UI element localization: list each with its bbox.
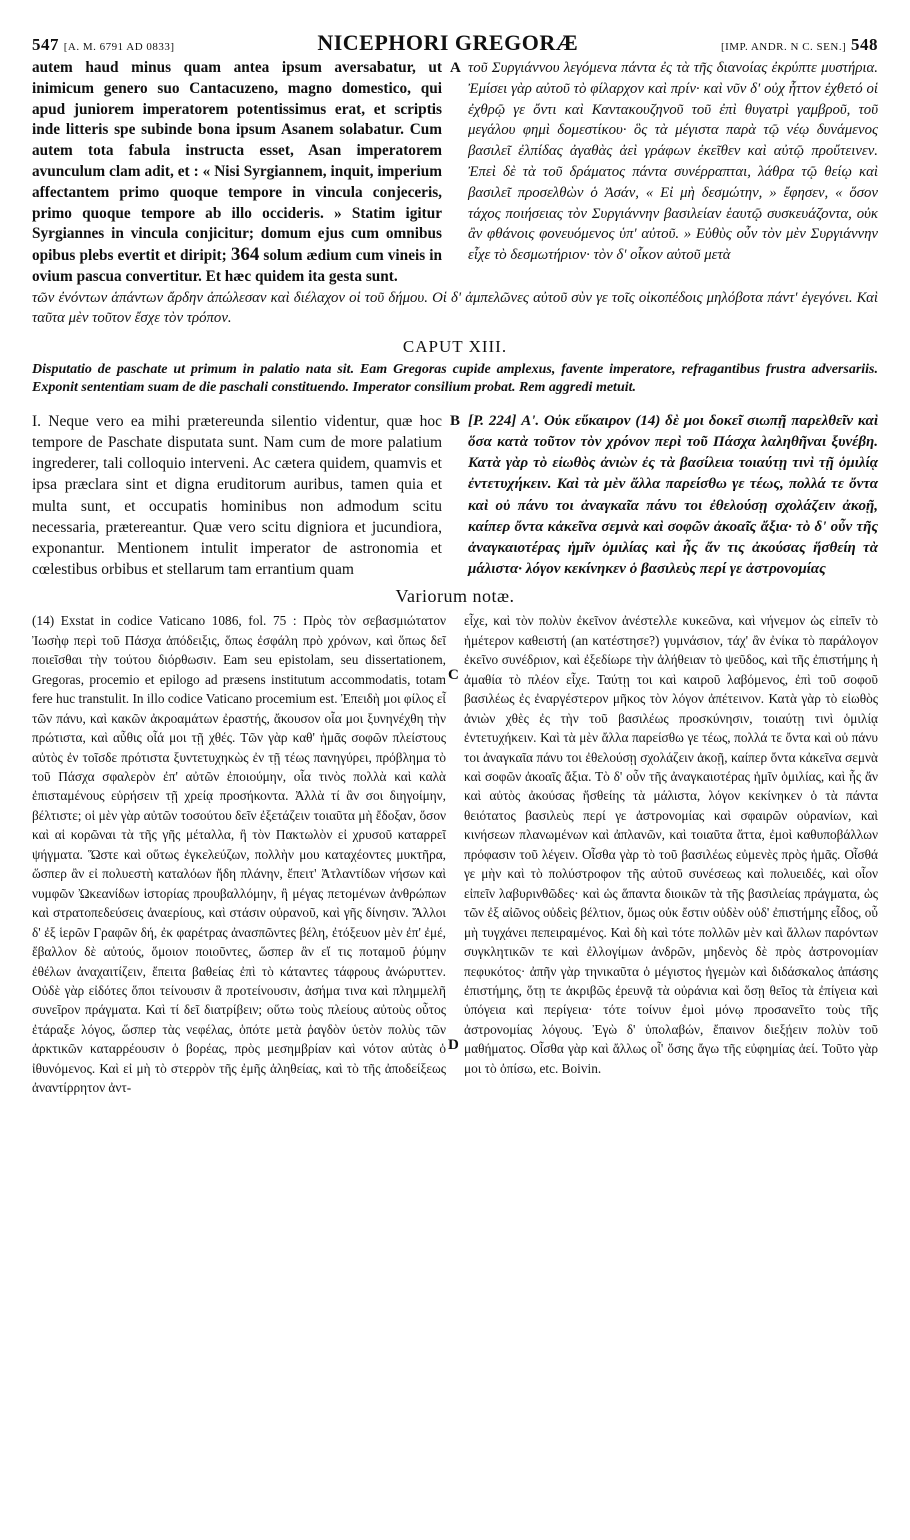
notes-column-right (464, 611, 878, 1097)
greek-text-middle: [P. 224] Α'. Οὐκ εὔκαιρον (14) δὲ μοι δοκεῖ σιωπῇ παρελθεῖν καὶ ὅσα κατὰ τοῦτον τὸν χρόνον περὶ τοῦ Πάσχα λαληθῆναι ξυνέβη. Κατὰ γὰρ τὸ εἰωθὸς ἀνιὼν ἐς τὰ βασίλεια τοιαύτῃ τινὶ τῇ ὁμιλίᾳ ἐντετυχήκειν. Καὶ τὰ μὲν ἄλλα παρείσθω γε τέως, πολλά τε ὄντα καὶ οὐ πάνυ τοι ἀναγκαῖα πάνυ τοι ἐθελούσῃ σχολάζειν ἀκοῇ, καίπερ ὄντα κἀκεῖνα σεμνὰ καὶ σοφῶν ἀκοαῖς ἄξια· τὸ δ' οὖν τῆς ἀναγκαιοτέρας ἡμῖν ὁμιλίας καὶ ἧς ἄν τις ἀκούσας ἥσθείη τὰ μάλιστα· λόγον κεκίνηκεν ὁ βασιλεὺς περί γε ἀστρονομίας (468, 412, 878, 578)
greek-text-full-width: τῶν ἐνόντων ἁπάντων ἄρδην ἀπώλεσαν καὶ διέλαχον οἱ τοῦ δήμου. Οἱ δ' ἀμπελῶνες αὐτοῦ σὺν γε τοῖς οἰκοπέδοις μηλόβοτα πάντ' ἐγεγόνει. Καὶ ταῦτα μὲν τοῦτον ἔσχε τὸν τρόπον. (32, 289, 878, 327)
middle-columns (32, 411, 878, 581)
greek-text-top: τοῦ Συργιάννου λεγόμενα πάντα ἐς τὰ τῆς διανοίας ἐκρύπτε μυστήρια. Ἐμίσει γὰρ αὐτοῦ τὸ φίλαρχον καὶ πρίν· καὶ νῦν δ' οὐχ ἧττον ἐχθετό οἱ ἐχθρῷ γε ὄντι καὶ Καντακουζηνοῦ τοῦ ἐπὶ θυγατρὶ γαμβροῦ, τοῦ μεγάλου φημὶ δομεστίκου· ὃς τὰ μέγιστα παρὰ τῷ νέῳ δυνάμενος βασιλεῖ ἐλπίδας ἀγαθὰς ἀεὶ γράφων ἐκεῖθεν καὶ αὐτῷ προὔτεινεν. Ἐπεὶ δὲ τὰ τοῦ δράματος πάντα συνέρραπται, λάθρα τῷ θείῳ καὶ βασιλεῖ προσελθὼν ὁ Ἀσάν, « Εἰ μὴ δεσμώτην, » ἔφησεν, « ὅσον τάχος ποιήσειας τὸν Συργιάννην βασιλείαν ἑαυτῷ συσκευάζοντα, οὐκ ἂν φθάνοις φονευόμενος ὑπ' αὐτοῦ. » Εὐθὺς οὖν τὸν μὲν Συργιάννην εἶχε τὸ δεσμωτήριον· τὸν δ' οἶκον αὐτοῦ μετὰ (468, 60, 878, 264)
latin-text-middle: I. Neque vero ea mihi prætereunda silentio videntur, quæ hoc tempore de Paschate disputata sunt. Nam cum de more palatium ingrederer, tali colloquio interveni. Ac cætera quidem, quamvis et ipsa præclara sint et digna eruditorum auribus, tamen quia et multa sunt, et occupatis hominibus non admodum scitu necessaria, prætereantur. Quæ vero scitu digniora et jucundiora, exponantur. Mentionem intulit imperator de astronomia et cœlestibus orbibus et stellarum tam errantium quam (32, 412, 442, 579)
margin-letter-c: C (448, 667, 459, 684)
greek-column-top (468, 58, 878, 288)
notes-text-left: (14) Exstat in codice Vaticano 1086, fol. 75 : Πρὸς τὸν σεβασμιώτατον Ἰωσὴφ περὶ τοῦ Πάσχα ἀπόδειξις, ὅπως ἐσφάλη πρὸ χρόνων, καὶ ὅπως δεῖ ποιεῖσθαι τὴν τούτου διόρθωσιν. Eam seu epistolam, seu dissertationem, Gregoras, procemio et epilogo ad præsens institutum accommodatis, totam fere huc transtulit. In illo codice Vaticano procemium est. Ἐπειδὴ μοι φίλος εἶ τῶν πάνυ, καὶ κακῶν ἀκροαμάτων ἐραστής, ἄκουσον οἷα μοι ξυνηνέχθη τὴν πρώτιστα, καὶ αὖθις οἷά μοι τῇ χθές. Τῶν γὰρ καθ' ἡμᾶς σοφῶν πλείστους αὐτὸς ἐν τοῖσδε πρότιστα ξυντετυχηκὼς ἐν τῇ τέως πανηγύρει, πρόβλημα τὸ τοῦ Πάσχα σφαλερὸν ἐπ' αὐτῶν ἐποιούμην, οἷα τινὸς πολλὰ καὶ καλὰ ἐπισταμένους εὑρήσειν τῇ χρείᾳ προσήκοντα. Ἀλλὰ τί ἂν σοι διηγοίμην, βέλτιστε; οἱ μὲν γὰρ αὐτῶν τοσούτου δεῖν ἐξετάζειν τοιαῦτα μὴ ἔδοξαν, ὅσον καὶ αἱ κορῶναι τὰ τῆς γῆς μέταλλα, ἢ τὸν Πακτωλὸν εἰ χρυσοῦ καταρρεῖ ψήγματα. Ὥστε καὶ οὕτως ἐγκελεύζων, πολλὴν μου καταχέοντες μυκτῆρα, ὥσπερ ἂν εἰ πολυεστὴ καταλόων ἤδη πλάνην, ἔπειτ' Ἀτλαντίδων νήσων καὶ νυμφῶν Ὠκεανίδων ἱστορίας προυβαλλόμην, ἢ μέγας πετομένων ἀνθρώπων καὶ στρατοπεδεύσεις ἀναερίους, καὶ στάσιν οὐρανοῦ, καὶ γῆς δίνησιν. Ἄλλοι δ' ἐξ ἱερῶν Γραφῶν δή, ἐκ φαρέτρας ἀνασπῶντες βέλη, ἐτόξευον μὲν ἐπ' ἐμέ, ἔβαλλον δὲ αὐτούς, ὅμοιον ποιοῦντες, ὥσπερ ἂν εἴ τις ποταμοῦ ῥύμην ἐθέλων ἀναχαιτίζειν, ἔπειτα βαθείας ἐπὶ τὸ κάταντες τάφρους ἀνώρυττεν. Οὐδὲ γὰρ εἰδότες ὅποι τείνουσιν ἃ προτείνουσιν, ἀσήμα τινα καὶ πλημμελῆ συνεῖρον πράγματα. Καὶ τί δεῖ διατρίβειν; οὕτω τοὺς πλείους αὐτοὺς οὗτος ἐτάραξε λόγος, ὥσπερ τὰς νεφέλας, ὁπότε μετὰ ῥαγδὸν ὑετὸν πολὺς τῶν ἀρκτικῶν καταρρέουσιν ὁ βορέας, πρὸς μεσημβρίαν καὶ νότον αὐτὰς ὁ ἰθυνόμενος. Καὶ εἰ μὴ τὸ στερρὸν τῆς ἐμῆς ἀληθείας, καὶ τὸ τῆς ἀποδείξεως ἀναντίρρητον ἀντ- (32, 613, 446, 1096)
latin-column-top (32, 58, 442, 288)
notes-column-left (32, 611, 446, 1097)
latin-text-top: autem haud minus quam antea ipsum aversabatur, ut inimicum genero suo Cantacuzeno, magno domestico, qui apud juniorem imperatorem potentissimus erat, et scriptis inde litteris spe subinde bona ipsum Asanem solabatur. Cum autem tota fabula instructa esset, Asan imperatorem avunculum clam adit, et : « Nisi Syrgiannem, inquit, imperium affectantem primo quoque tempore in vincula conjeceris, primo quoque tempore ab illo occideris. » Statim igitur Syrgiannes in vincula conjicitur; domum ejus cum omnibus opibus plebs evertit et diripit; (32, 59, 442, 265)
page-title: NICEPHORI GREGORÆ (317, 30, 579, 55)
running-header (32, 30, 878, 58)
margin-letter-b: B (450, 412, 461, 429)
latin-column-middle (32, 411, 442, 581)
page-right-number: 548 (851, 35, 878, 54)
latin-text-top-end: solum ædium cum vineis in ovium pascua convertitur. Et hæc quidem ita gesta sunt. (32, 247, 443, 285)
top-columns (32, 58, 878, 288)
notes-text-right: εἶχε, καὶ τὸν πολὺν ἐκεῖνον ἀνέστελλε κυκεῶνα, καὶ νήνεμον ὡς εἰπεῖν τὸ ἡμέτερον καθειστή (an κατέστησε?) γυμνάσιον, τάχ' ἂν ἐνίκα τὸ παράλογον ἐκεῖνο συνέδριον, καὶ ἐξεδίωρε τὴν ἀλήθειαν τὸ ψεῦδος, καὶ τῆς ἐπιστήμης ἡ ἀμαθία τὸ πλέον εἶχε. Ταύτῃ τοι καὶ καιροῦ λαβόμενος, ἐπὶ τοῦ σοφοῦ βασιλέως ἐς ἐναργέστερον μῆκος τὸν λόγον ἀπέτεινον. Κατὰ γὰρ τὸ εἰωθὸς ἀνιὼν χθὲς ἐς τὴν τοῦ βασιλέως προσκύνησιν, τοιαύτῃ τινὶ ὁμιλίᾳ ἐντετυχήκειν. Καὶ τὰ μὲν ἄλλα παρείσθω γε τέως, πολλά τε ὄντα καὶ οὐ πάνυ τοι ἀναγκαῖα πάνυ τοι ἐθελούσῃ σχολάζειν ἀκοῇ, καίπερ ὄντα κἀκεῖνα σεμνὰ καὶ σοφῶν ἀκοαῖς ἄξια. Τὸ δ' οὖν τῆς ἀναγκαιοτέρας ἡμῖν ὁμιλίας, καὶ ἧς ἄν καὶ αὐτὸς ἀκούσας ἥσθείης τὰ μάλιστα, λόγον κεκίνηκεν ὁ τὰ πάντα θειότατος βασιλεὺς περί γε ἀστρονομίας καὶ σφαιρῶν οὐρανίων, καὶ κινήσεων πλανωμένων καὶ ἀπλανῶν, καὶ τοιαῦτα ἄττα, ἐμοὶ καθυποβάλλων πρόφασιν τοῦ λέγειν. Οἶσθα γὰρ τὸ τοῦ βασιλέως εὐμενὲς πρὸς ἡμᾶς. Οἶσθά γε μὴν καὶ τὸ πολύστροφον τῆς αὐτοῦ συνέσεως καὶ πολυειδές, καὶ οἷον εἰπεῖν λαβυρινθῶδες· καὶ ὡς ἅπαντα διοικῶν τὰ τῆς βασιλείας πράγματα, ὡς τῶν ἐξ αἰῶνος οὐδεὶς βέλτιον, ὅμως οὐκ ἔστιν οὐδὲν οὐδ' ἐπιστήμης εἶδος, οὗ μὴ τυγχάνει πεπειραμένος. Καὶ δὴ καὶ τότε πολλῶν μὲν καὶ ἄλλων παρόντων συγκλητικῶν τε καὶ ἐλλογίμων ἀνδρῶν, μηδενὸς δὲ πρὸς ἀστρονομίαν πεφυκότος· ἀπῆν γὰρ τηνικαῦτα ὁ μέγιστος ἡγεμὼν καὶ διδάσκαλος ἁπάσης ἐπιστήμης, ὅτῃ τε ἀκριβῶς ἐρευνᾷ τὰ οὐράνια καὶ ὅσῃ θεῖος τὰ ἐπίγεια καὶ ὑπόγεια καὶ περίγεια· τότε τοίνυν ἐμοὶ μόνῳ προσανεῖτο τοὺς τῆς ἀστρονομίας λόγους. Ἐγὼ δ' ὑπολαβών, ἔπαινον διεξῄειν πολὺν τοῦ μαθήματος. Οἶσθα γὰρ καὶ ἄλλως οἷ' ὅσης ἄγω τῆς εὐφημίας ἀεί. Τοῦτο γὰρ μοι τὸ ὀπίσω, etc. Boivin. (464, 613, 878, 1076)
marginal-number: 364 (230, 244, 260, 266)
page-number-left (32, 35, 175, 55)
notes-columns (32, 611, 878, 1097)
notes-heading: Variorum notæ. (395, 586, 515, 607)
greek-column-middle (468, 411, 878, 581)
margin-letter-d: D (448, 1037, 459, 1054)
page-left-number: 547 (32, 35, 59, 54)
era-note: [A. M. 6791 AD 0833] (63, 41, 175, 53)
emperor-note: [IMP. ANDR. N C. SEN.] (720, 41, 847, 53)
chapter-summary: Disputatio de paschate ut primum in palatio nata sit. Eam Gregoras cupide amplexus, favente imperatore, refragantibus frustra adversariis. Exponit sententiam suam de die paschali constituendo. Imperator consilium probat. Rem aggredi metuit. (32, 361, 878, 395)
chapter-heading: CAPUT XIII. (402, 336, 508, 356)
page (32, 30, 878, 1098)
page-number-right (721, 35, 878, 55)
margin-letter-a: A (450, 60, 461, 76)
